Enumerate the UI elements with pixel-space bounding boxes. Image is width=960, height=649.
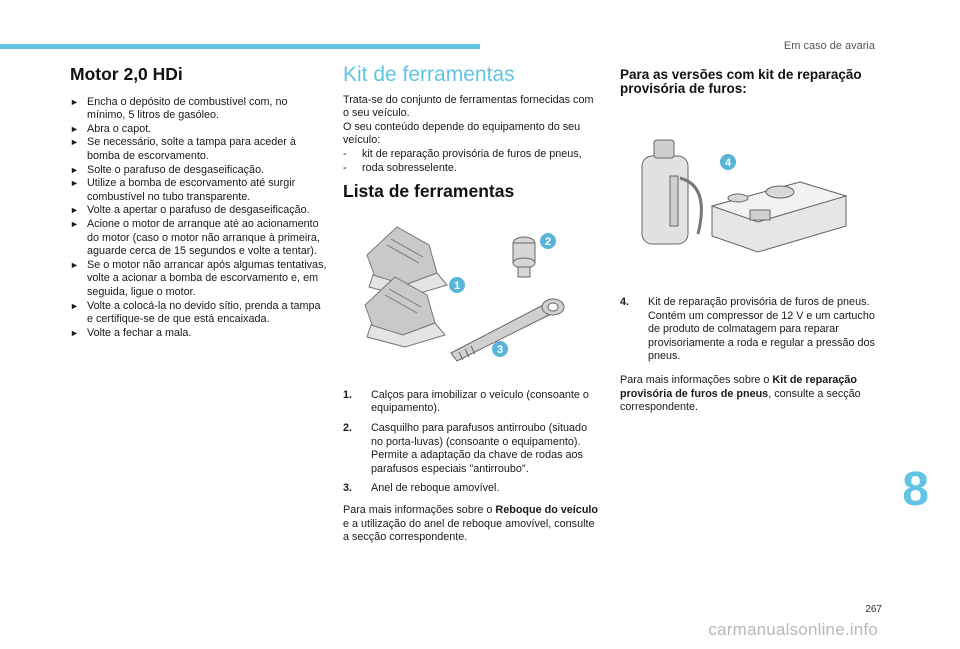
list-item: ► Abra o capot. <box>70 122 152 135</box>
arrow-icon: ► <box>70 205 79 216</box>
versoes-more-info: Para mais informações sobre o Kit de reparação provisória de furos de pneus, consulte a secção correspondente. <box>620 373 861 414</box>
motor-steps <box>70 96 328 341</box>
arrow-icon: ► <box>70 178 79 189</box>
arrow-icon: ► <box>70 259 79 270</box>
arrow-icon: ► <box>70 96 79 107</box>
kit-column <box>343 63 601 545</box>
versoes-title: Para as versões com kit de reparação provisória de furos: <box>620 67 862 96</box>
callout-2 <box>540 233 556 249</box>
tools-illustration <box>347 215 567 365</box>
wheel-chock-icon <box>365 227 447 347</box>
list-item: ► Se o motor não arrancar após algumas tentativas, volte a acionar a bomba de escorvamento e, em seguida, ligue o motor. <box>70 258 327 298</box>
motor-column <box>70 64 328 340</box>
versoes-column <box>620 68 878 415</box>
sealant-bottle-icon <box>642 140 701 244</box>
callout-3 <box>492 341 508 357</box>
arrow-icon: ► <box>70 123 79 134</box>
kit-bullets <box>343 148 601 175</box>
arrow-icon: ► <box>70 300 79 311</box>
callout-1 <box>449 277 465 293</box>
svg-text:2: 2 <box>544 235 552 248</box>
arrow-icon: ► <box>70 137 79 148</box>
arrow-icon: ► <box>70 218 79 229</box>
tools-list <box>343 389 601 496</box>
list-item: ► Volte a apertar o parafuso de desgaseificação. <box>70 204 310 217</box>
list-item: - kit de reparação provisória de furos de pneus, <box>343 147 582 160</box>
socket-icon <box>513 237 535 277</box>
lista-more-info: Para mais informações sobre o Reboque do veículo e a utilização do anel de reboque amovível, consulte a secção correspondente. <box>343 503 599 544</box>
kit-title: Kit de ferramentas <box>343 63 515 86</box>
chapter-number: 8 <box>902 463 929 516</box>
page-number: 267 <box>865 604 882 615</box>
kit-intro: Trata-se do conjunto de ferramentas fornecidas com o seu veículo. <box>343 93 594 120</box>
arrow-icon: ► <box>70 327 79 338</box>
list-item: ► Encha o depósito de combustível com, no mínimo, 5 litros de gasóleo. <box>70 95 288 122</box>
compressor-icon <box>712 182 846 252</box>
lista-title: Lista de ferramentas <box>343 181 515 202</box>
list-item: ► Volte a fechar a mala. <box>70 326 192 339</box>
header-accent-bar <box>0 44 480 49</box>
list-item: 4. Kit de reparação provisória de furos de pneus. Contém um compressor de 12 V e um cartucho de produto de colmatagem para reparar provisoriamente a roda e regular a pressão dos pneus. <box>620 296 875 363</box>
list-item: ► Utilize a bomba de escorvamento até surgir combustível no tubo transparente. <box>70 177 296 203</box>
list-item: ► Se necessário, solte a tampa para aceder à bomba de escorvamento. <box>70 136 296 162</box>
section-title: Em caso de avaria <box>783 40 875 52</box>
motor-title: Motor 2,0 HDi <box>70 64 183 84</box>
arrow-icon: ► <box>70 164 79 175</box>
kit-list <box>620 296 878 364</box>
svg-text:4: 4 <box>724 157 732 169</box>
list-item: - roda sobresselente. <box>343 161 457 174</box>
callout-4 <box>720 154 736 170</box>
list-item: 1. Calços para imobilizar o veículo (consoante o equipamento). <box>343 388 589 415</box>
svg-text:3: 3 <box>496 343 504 356</box>
repair-kit-illustration <box>620 126 860 276</box>
list-item: 3. Anel de reboque amovível. <box>343 482 500 495</box>
watermark: carmanualsonline.info <box>708 620 878 639</box>
list-item: ► Acione o motor de arranque até ao acionamento do motor (caso o motor não arranque à primeira, aguarde cerca de 15 segundos e volte a tentar). <box>70 217 320 258</box>
list-item: 2. Casquilho para parafusos antirroubo (situado no porta-luvas) (consoante o equipamento). Permite a adaptação da chave de rodas aos parafusos especiais "antirroubo". <box>343 421 588 475</box>
list-item: ► Solte o parafuso de desgaseificação. <box>70 163 265 176</box>
list-item: ► Volte a colocá-la no devido sítio, prenda a tampa e certifique-se de que está encaixada. <box>70 299 321 326</box>
kit-intro-2: O seu conteúdo depende do equipamento do seu veículo: <box>343 120 581 147</box>
svg-text:1: 1 <box>453 279 461 292</box>
